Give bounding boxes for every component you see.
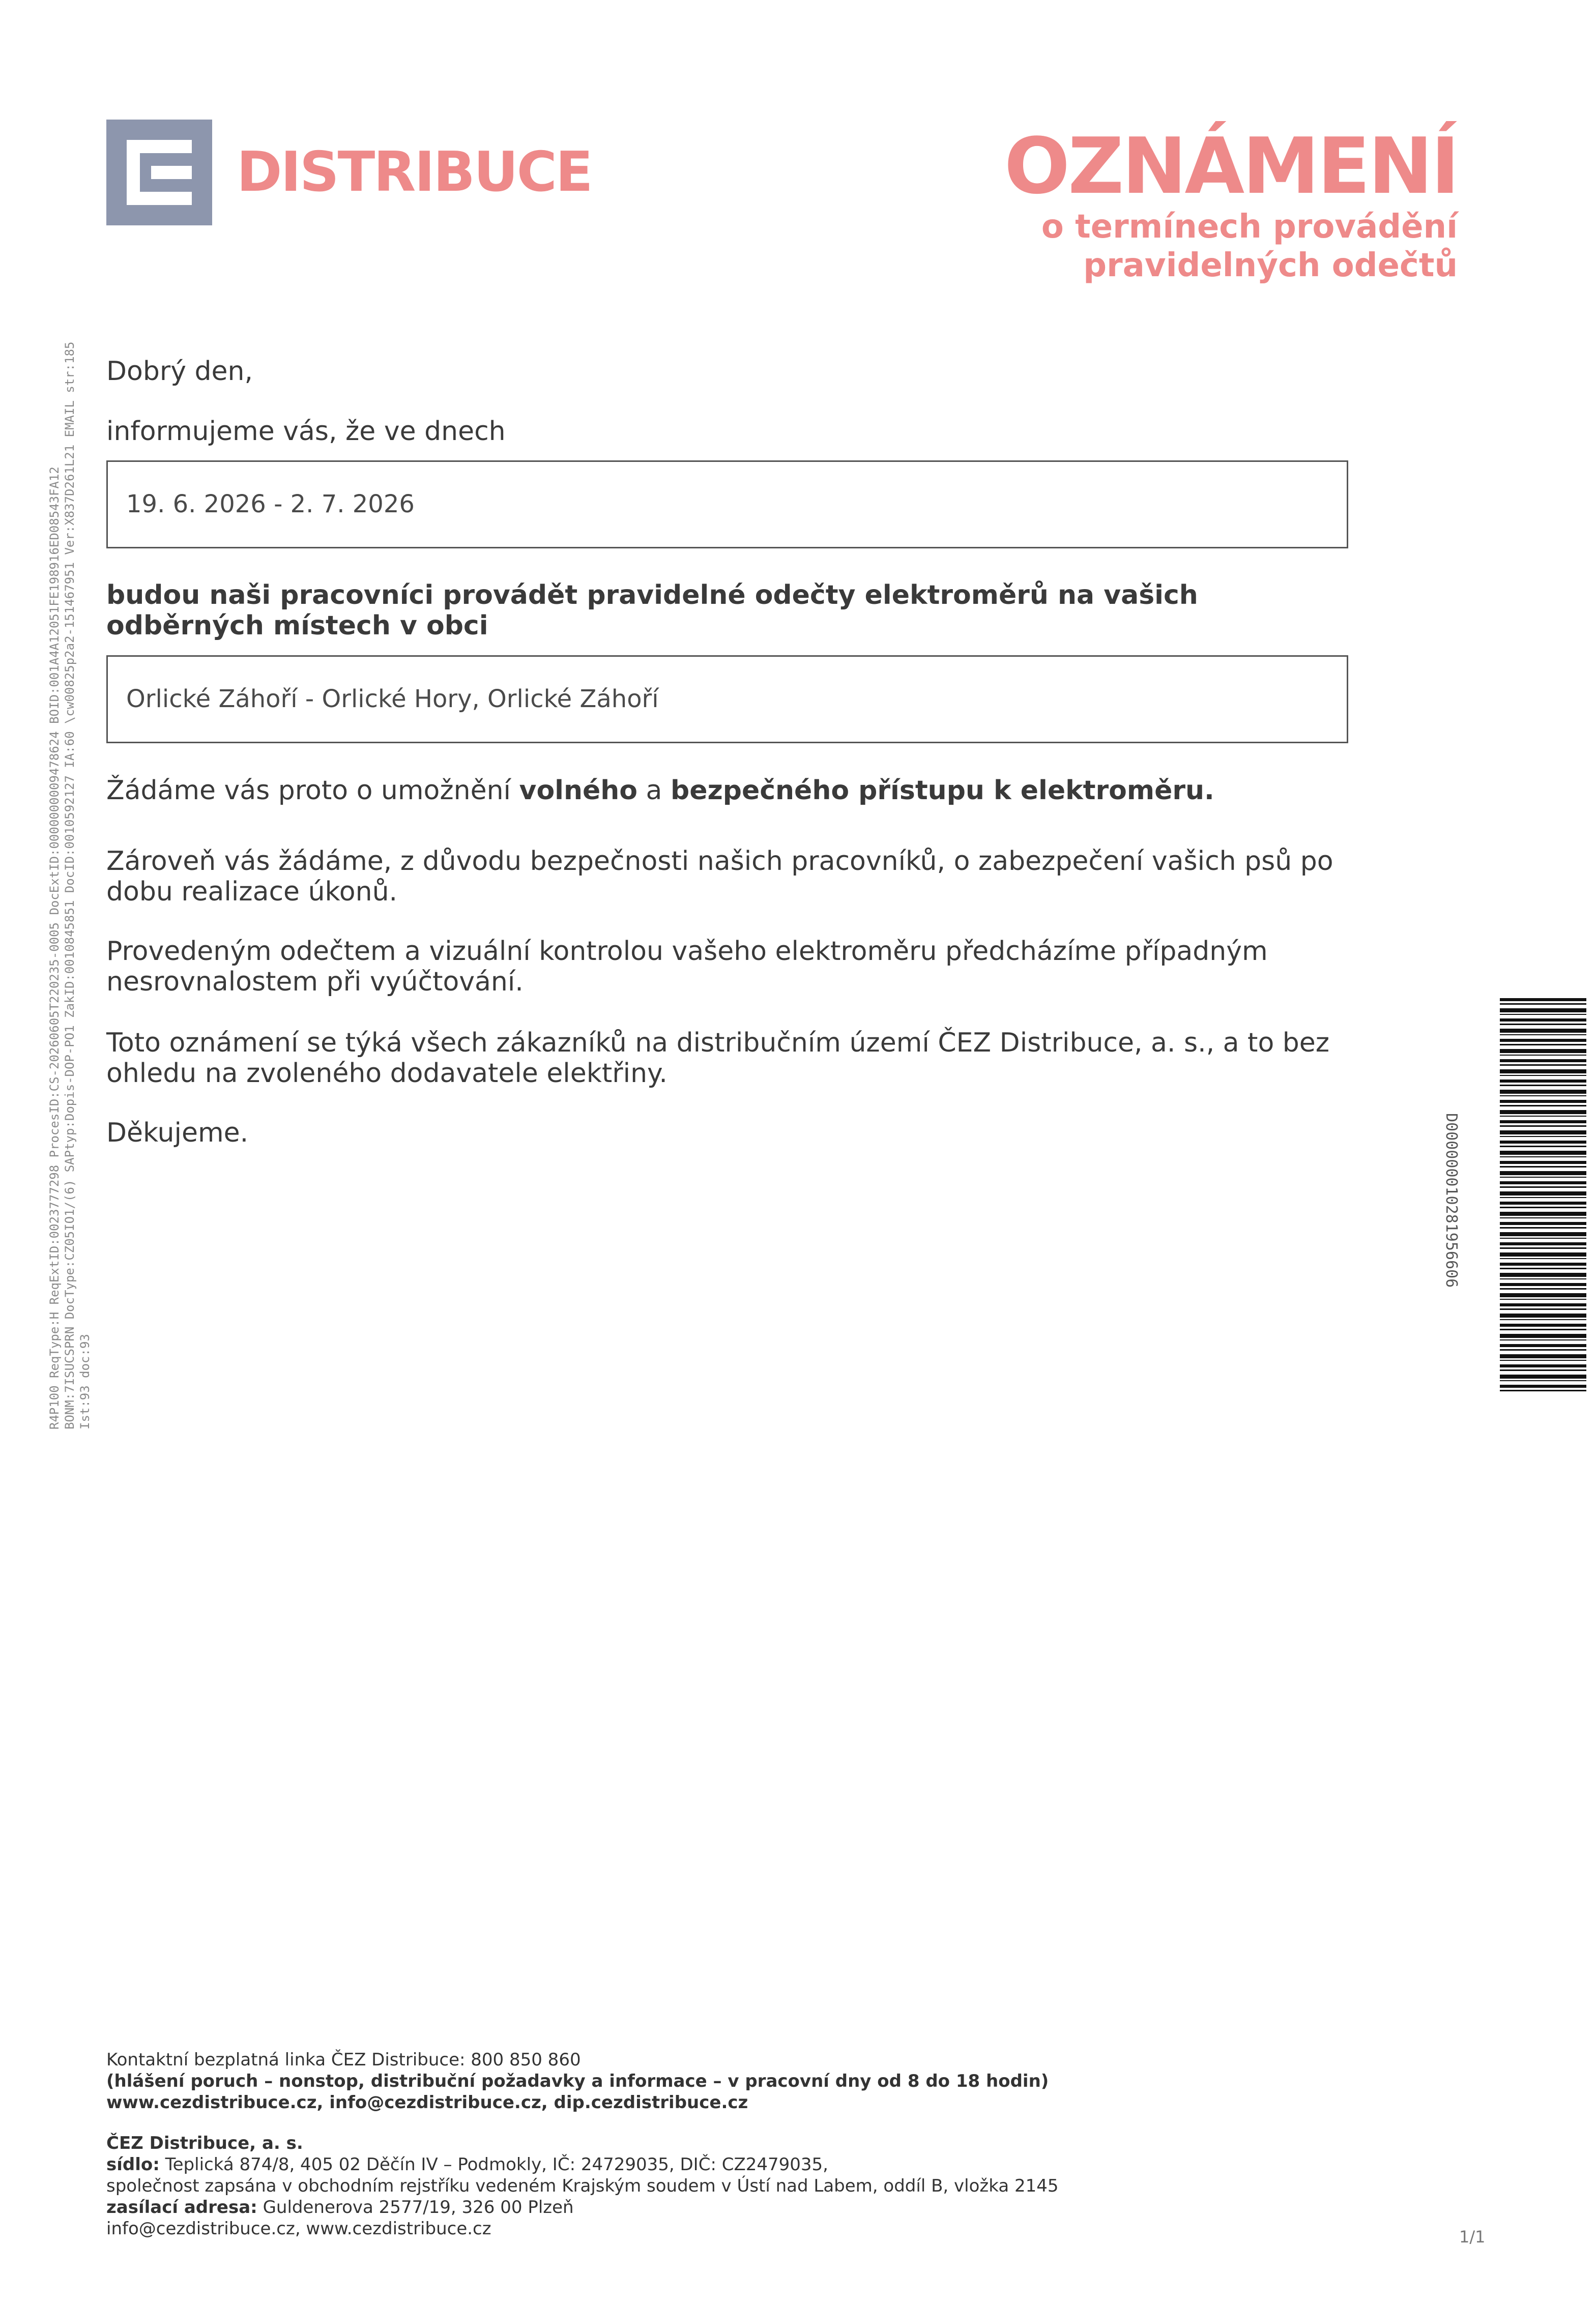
request-prefix: Žádáme vás proto o umožnění	[106, 775, 519, 806]
dogs-text: Zároveň vás žádáme, z důvodu bezpečnosti našich pracovníků, o zabezpečení vašich psů po dobu realizace úkonů.	[106, 846, 1333, 907]
footer-register: společnost zapsána v obchodním rejstříku vedeném Krajským soudem v Ústí nad Labem, oddíl B, vložka 2145	[106, 2176, 1059, 2196]
thanks-text: Děkujeme.	[106, 1118, 249, 1148]
footer-company: ČEZ Distribuce, a. s.	[106, 2133, 303, 2153]
greeting: Dobrý den,	[106, 356, 253, 387]
request-bold-safe: bezpečného přístupu k elektroměru.	[670, 775, 1214, 806]
footer-mail-label: zasílací adresa:	[106, 2197, 257, 2218]
footer-seat-label: sídlo:	[106, 2154, 160, 2175]
location-box: Orlické Záhoří - Orlické Hory, Orlické Záhoří	[106, 655, 1348, 743]
side-metadata-line: Ist:93 doc:93	[78, 1334, 92, 1430]
scope-text: Toto oznámení se týká všech zákazníků na distribučním území ČEZ Distribuce, a. s., a to bez ohledu na zvoleného dodavatele elektřiny.	[106, 1028, 1330, 1089]
side-metadata-line: BONM:7ISUCSPRN DocType:CZ05IO1/(6) SAPtyp:Dopis-DOP-PO1 ZakID:0010845851 DocID:0010592127 IA:60 \cw00825p2a2-151467951 Ver:X837D261L21 EMAIL str:185	[63, 341, 77, 1430]
request-bold-free: volného	[519, 775, 638, 806]
side-metadata-line: R4P100 ReqType:H ReqExtID:0023777298 ProcesID:CS-20260605T220235-0005 DocExtID:0000000009478624 BOID:001A4A12051FE198916ED08543FA12	[47, 466, 62, 1430]
footer-contacts: info@cezdistribuce.cz, www.cezdistribuce.cz	[106, 2219, 491, 2239]
footer-hotline: Kontaktní bezplatná linka ČEZ Distribuce: 800 850 860	[106, 2050, 581, 2070]
request-text	[106, 775, 1214, 806]
action-text: budou naši pracovníci provádět pravidelné odečty elektroměrů na vašich odběrných místech v obci	[106, 580, 1198, 641]
date-range-box: 19. 6. 2026 - 2. 7. 2026	[106, 460, 1348, 548]
check-text: Provedeným odečtem a vizuální kontrolou vašeho elektroměru předcházíme případným nesrovnalostem při vyúčtování.	[106, 936, 1268, 997]
side-metadata	[47, 148, 93, 1430]
barcode	[1500, 998, 1586, 1395]
request-mid: a	[637, 775, 671, 806]
cez-logo-icon	[106, 120, 212, 225]
footer-mail	[106, 2197, 574, 2218]
footer-hours: (hlášení poruch – nonstop, distribuční požadavky a informace – v pracovní dny od 8 do 18 hodin)	[106, 2071, 1049, 2091]
notice-subtitle: o termínech provádění pravidelných odečtů	[1041, 208, 1458, 284]
barcode-number: D000000010281956606	[1442, 1113, 1460, 1288]
logo-text: DISTRIBUCE	[237, 140, 592, 204]
footer-seat	[106, 2154, 828, 2175]
notice-title: OZNÁMENÍ	[1004, 121, 1458, 211]
footer-mail-value: Guldenerova 2577/19, 326 00 Plzeň	[257, 2197, 574, 2218]
footer-web: www.cezdistribuce.cz, info@cezdistribuce.cz, dip.cezdistribuce.cz	[106, 2092, 748, 2113]
footer-seat-value: Teplická 874/8, 405 02 Děčín IV – Podmokly, IČ: 24729035, DIČ: CZ2479035,	[159, 2154, 828, 2175]
intro-text: informujeme vás, že ve dnech	[106, 416, 506, 447]
page-number: 1/1	[1459, 2227, 1486, 2247]
